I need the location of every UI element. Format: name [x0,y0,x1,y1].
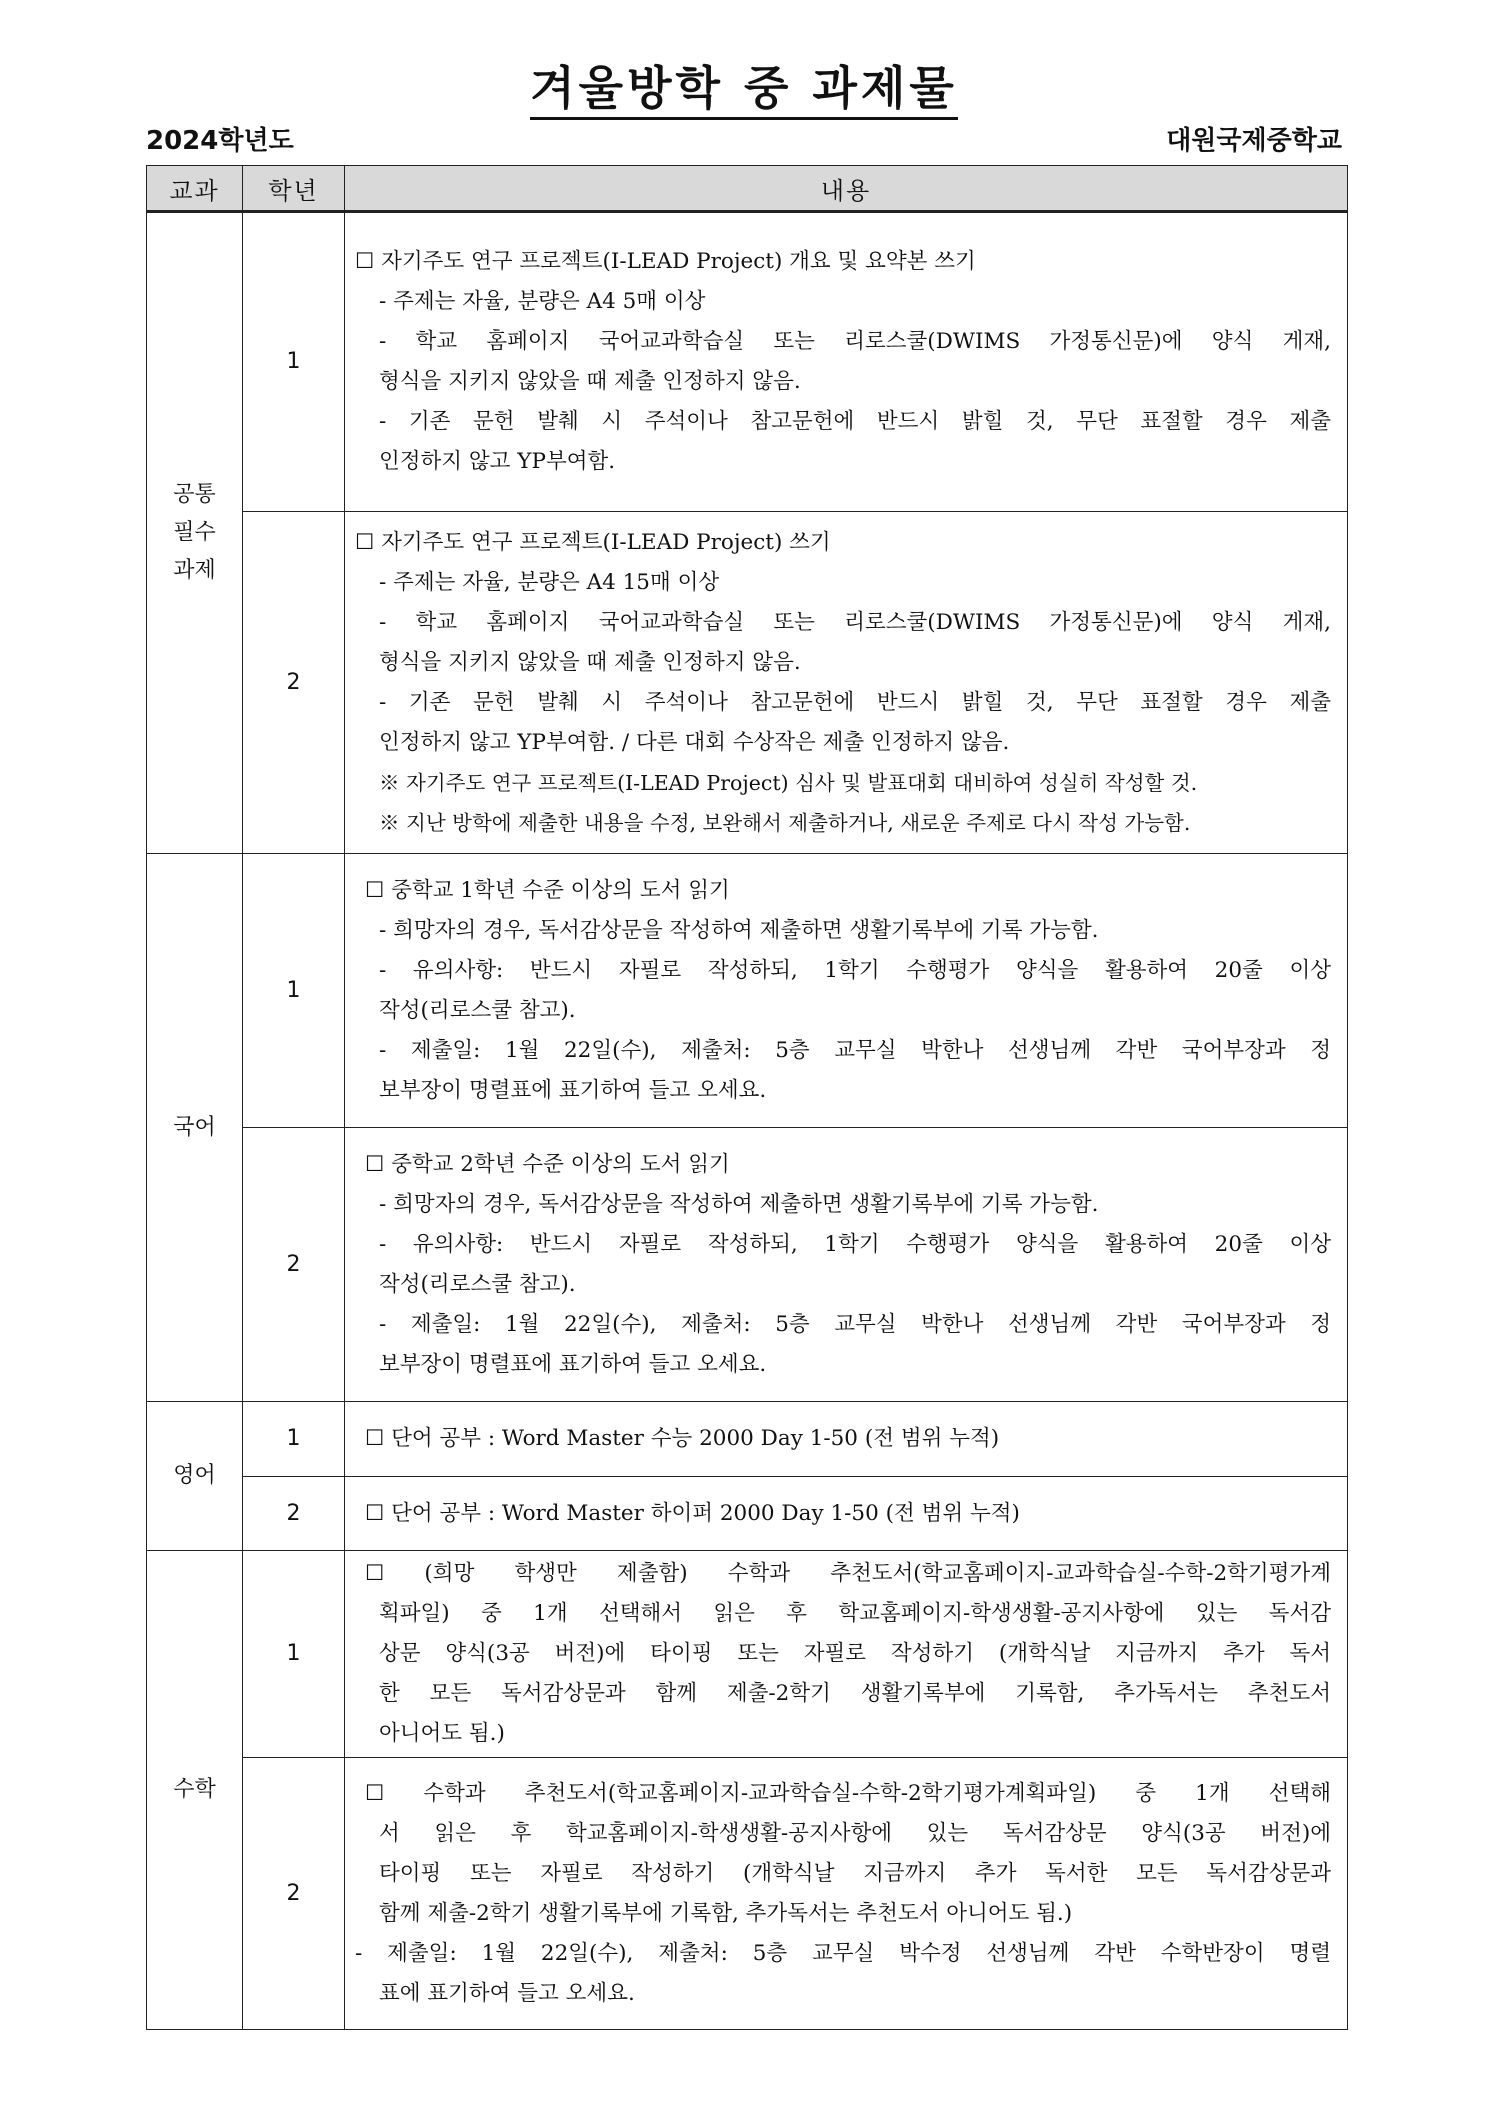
header-grade: 학년 [243,166,345,212]
grade-cell: 2 [243,1128,345,1402]
grade-cell: 2 [243,1477,345,1551]
table-row [147,212,1348,512]
content-cell: ☐ 자기주도 연구 프로젝트(I-LEAD Project) 개요 및 요약본 쓰기 - 주제는 자율, 분량은 A4 5매 이상 - 학교 홈페이지 국어교과학습실 또는 리로스쿨(DWIMS 가정통신문)에 양식 게재, 형식을 지키지 않았을 때 제출 인정하지 않음. - 기존 문헌 발췌 시 주석이나 참고문헌에 반드시 밝힐 것, 무단 표절할 경우 제출 인정하지 않고 YP부여함. [345,212,1348,512]
subject-korean: 국어 [147,854,243,1402]
table-row [147,512,1348,854]
school-year: 2024학년도 [146,126,294,156]
content-cell: ☐ 단어 공부 : Word Master 하이퍼 2000 Day 1-50 (전 범위 누적) [345,1477,1348,1551]
header-subject: 교과 [147,166,243,212]
subject-english: 영어 [147,1402,243,1551]
subject-common: 공통 필수 과제 [147,212,243,854]
content-cell: ☐ 수학과 추천도서(학교홈페이지-교과학습실-수학-2학기평가계획파일) 중 1개 선택해 서 읽은 후 학교홈페이지-학생생활-공지사항에 있는 독서감상문 양식(3공 버전)에 타이핑 또는 자필로 작성하기 (개학식날 지금까지 추가 독서한 모든 독서감상문과 함께 제출-2학기 생활기록부에 기록함, 추가독서는 추천도서 아니어도 됨.) - 제출일: 1월 22일(수), 제출처: 5층 교무실 박수정 선생님께 각반 수학반장이 명렬 표에 표기하여 들고 오세요. [345,1758,1348,2030]
table-row [147,1551,1348,1758]
content-cell: ☐ (희망 학생만 제출함) 수학과 추천도서(학교홈페이지-교과학습실-수학-2학기평가계 획파일) 중 1개 선택해서 읽은 후 학교홈페이지-학생생활-공지사항에 있는 독서감 상문 양식(3공 버전)에 타이핑 또는 자필로 작성하기 (개학식날 지금까지 추가 독서 한 모든 독서감상문과 함께 제출-2학기 생활기록부에 기록함, 추가독서는 추천도서 아니어도 됨.) [345,1551,1348,1758]
subject-math: 수학 [147,1551,243,2030]
assignment-table [146,165,1348,2030]
table-row [147,1758,1348,2030]
table-header-row [147,166,1348,212]
content-cell: ☐ 자기주도 연구 프로젝트(I-LEAD Project) 쓰기 - 주제는 자율, 분량은 A4 15매 이상 - 학교 홈페이지 국어교과학습실 또는 리로스쿨(DWIMS 가정통신문)에 양식 게재, 형식을 지키지 않았을 때 제출 인정하지 않음. - 기존 문헌 발췌 시 주석이나 참고문헌에 반드시 밝힐 것, 무단 표절할 경우 제출 인정하지 않고 YP부여함. / 다른 대회 수상작은 제출 인정하지 않음. ※ 자기주도 연구 프로젝트(I-LEAD Project) 심사 및 발표대회 대비하여 성실히 작성할 것. ※ 지난 방학에 제출한 내용을 수정, 보완해서 제출하거나, 새로운 주제로 다시 작성 가능함. [345,512,1348,854]
content-cell: ☐ 단어 공부 : Word Master 수능 2000 Day 1-50 (전 범위 누적) [345,1402,1348,1477]
grade-cell: 1 [243,1551,345,1758]
school-name: 대원국제중학교 [1166,126,1342,156]
header-content: 내용 [345,166,1348,212]
table-row [147,854,1348,1128]
content-cell: ☐ 중학교 1학년 수준 이상의 도서 읽기 - 희망자의 경우, 독서감상문을 작성하여 제출하면 생활기록부에 기록 가능함. - 유의사항: 반드시 자필로 작성하되, 1학기 수행평가 양식을 활용하여 20줄 이상 작성(리로스쿨 참고). - 제출일: 1월 22일(수), 제출처: 5층 교무실 박한나 선생님께 각반 국어부장과 정 보부장이 명렬표에 표기하여 들고 오세요. [345,854,1348,1128]
grade-cell: 1 [243,854,345,1128]
table-row [147,1477,1348,1551]
table-row [147,1128,1348,1402]
page-title: 겨울방학 중 과제물 [0,52,1488,118]
grade-cell: 1 [243,1402,345,1477]
table-row [147,1402,1348,1477]
grade-cell: 2 [243,1758,345,2030]
grade-cell: 2 [243,512,345,854]
grade-cell: 1 [243,212,345,512]
content-cell: ☐ 중학교 2학년 수준 이상의 도서 읽기 - 희망자의 경우, 독서감상문을 작성하여 제출하면 생활기록부에 기록 가능함. - 유의사항: 반드시 자필로 작성하되, 1학기 수행평가 양식을 활용하여 20줄 이상 작성(리로스쿨 참고). - 제출일: 1월 22일(수), 제출처: 5층 교무실 박한나 선생님께 각반 국어부장과 정 보부장이 명렬표에 표기하여 들고 오세요. [345,1128,1348,1402]
